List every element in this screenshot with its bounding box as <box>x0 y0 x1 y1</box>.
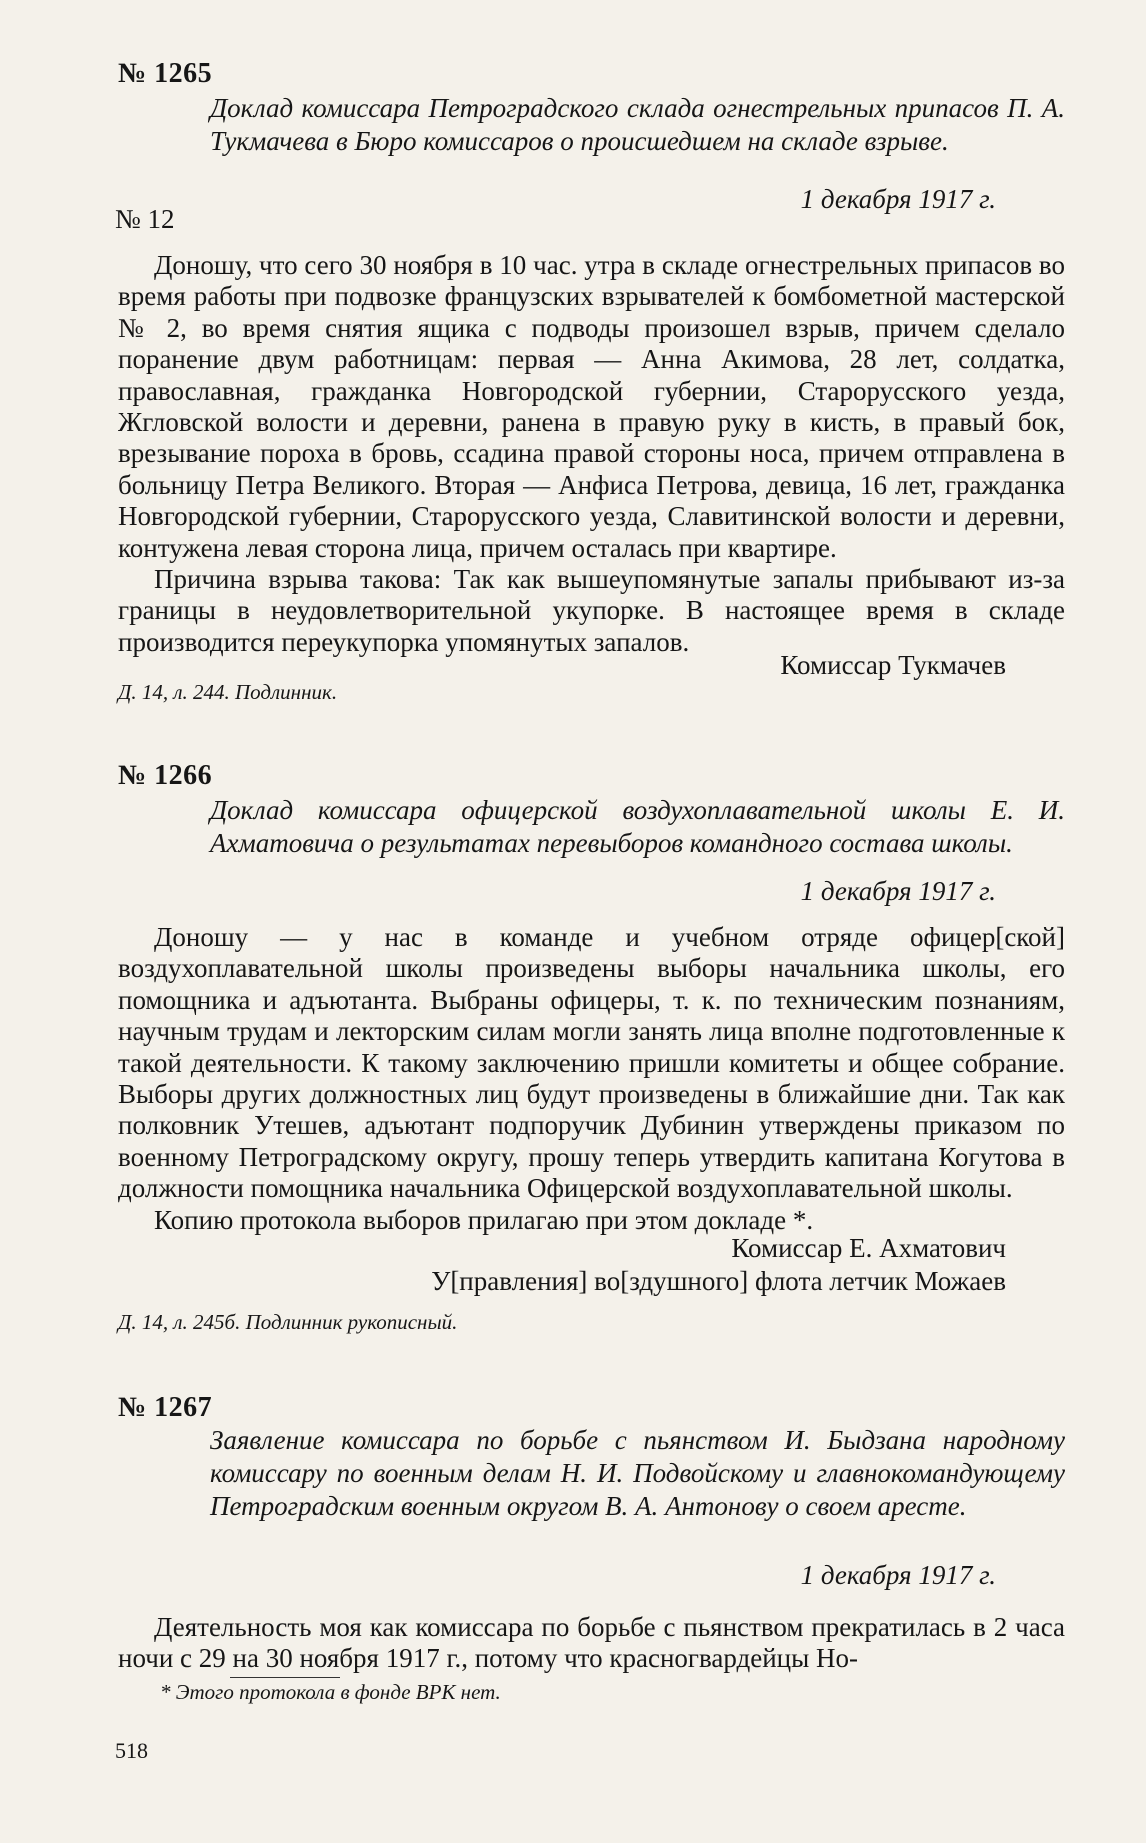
doc-1265-signature: Комиссар Тукмачев <box>780 650 1006 680</box>
doc-1267-heading: Заявление комиссара по борьбе с пьянством И. Быдзана народному комиссару по военным делам Н. И. Подвойскому и главнокомандующему Петроградским военным округом В. А. Антонову о своем аресте. <box>210 1425 1065 1521</box>
paragraph: Копию протокола выборов прилагаю при этом докладе *. <box>154 1204 814 1235</box>
paragraph: Доношу — у нас в команде и учебном отряде офицер[ской] воздухоплавательной школы произведены выборы начальника школы, его помощника и адъютанта. Выбраны офицеры, т. к. по техническим познаниям, научным трудам и лекторским силам могли занять лица вполне подготовленные к такой деятельности. К такому заключению пришли комитеты и общее собрание. Выборы других должностных лиц будут произведены в ближайшие дни. Так как полковник Утешев, адъютант подпоручик Дубинин утверждены приказом по военному Петроградскому округу, прошу теперь утвердить капитана Когутова в должности помощника начальника Офицерской воздухоплавательной школы. <box>118 922 1065 1204</box>
paragraph: Деятельность моя как комиссара по борьбе с пьянством прекратилась в 2 часа ночи с 29 на 30 ноября 1917 г., потому что красногвардейцы Но- <box>118 1612 1065 1674</box>
doc-1265-number: № 1265 <box>118 58 213 89</box>
doc-1265-date: 1 декабря 1917 г. <box>800 184 996 214</box>
doc-1266-heading: Доклад комиссара офицерской воздухоплавательной школы Е. И. Ахматовича о результатах перевыборов командного состава школы. <box>210 795 1065 858</box>
doc-1267-number: № 1267 <box>118 1392 213 1423</box>
doc-1267-date: 1 декабря 1917 г. <box>800 1560 996 1590</box>
doc-1265-heading: Доклад комиссара Петроградского склада огнестрельных припасов П. А. Тукмачева в Бюро комиссаров о происшедшем на складе взрыве. <box>210 93 1065 156</box>
footnote: * Этого протокола в фонде ВРК нет. <box>160 1680 501 1704</box>
doc-1265-body <box>118 250 1065 658</box>
doc-1266-archive-ref: Д. 14, л. 245б. Подлинник рукописный. <box>118 1310 458 1334</box>
doc-1266-date: 1 декабря 1917 г. <box>800 876 996 906</box>
paragraph: Причина взрыва такова: Так как вышеупомянутые запалы прибывают из-за границы в неудовлетворительной укупорке. В настоящее время в складе производится переукупорка упомянутых запалов. <box>118 564 1065 657</box>
paragraph: Доношу, что сего 30 ноября в 10 час. утра в складе огнестрельных припасов во время работы при подвозке французских взрывателей к бомбометной мастерской № 2, во время снятия ящика с подводы произошел взрыв, причем сделало поранение двум работницам: первая — Анна Акимова, 28 лет, солдатка, православная, гражданка Новгородской губернии, Старорусского уезда, Жгловской волости и деревни, ранена в правую руку в кисть, в правый бок, врезывание пороха в бровь, ссадина правой стороны носа, причем отправлена в больницу Петра Великого. Вторая — Анфиса Петрова, девица, 16 лет, гражданка Новгородской губернии, Старорусского уезда, Славитинской волости и деревни, контужена левая сторона лица, причем осталась при квартире. <box>118 250 1065 563</box>
doc-1265-archive-ref: Д. 14, л. 244. Подлинник. <box>118 680 338 704</box>
doc-1266-number: № 1266 <box>118 760 213 791</box>
doc-1267-body <box>118 1612 1065 1675</box>
doc-1266-signature: Комиссар Е. Ахматович <box>731 1233 1006 1263</box>
footnote-rule <box>230 1677 340 1678</box>
doc-1266-signature-2: У[правления] во[здушного] флота летчик Можаев <box>431 1266 1006 1296</box>
doc-1265-reg-number: № 12 <box>115 204 175 234</box>
page-number: 518 <box>115 1738 148 1763</box>
doc-1266-body <box>118 922 1065 1236</box>
